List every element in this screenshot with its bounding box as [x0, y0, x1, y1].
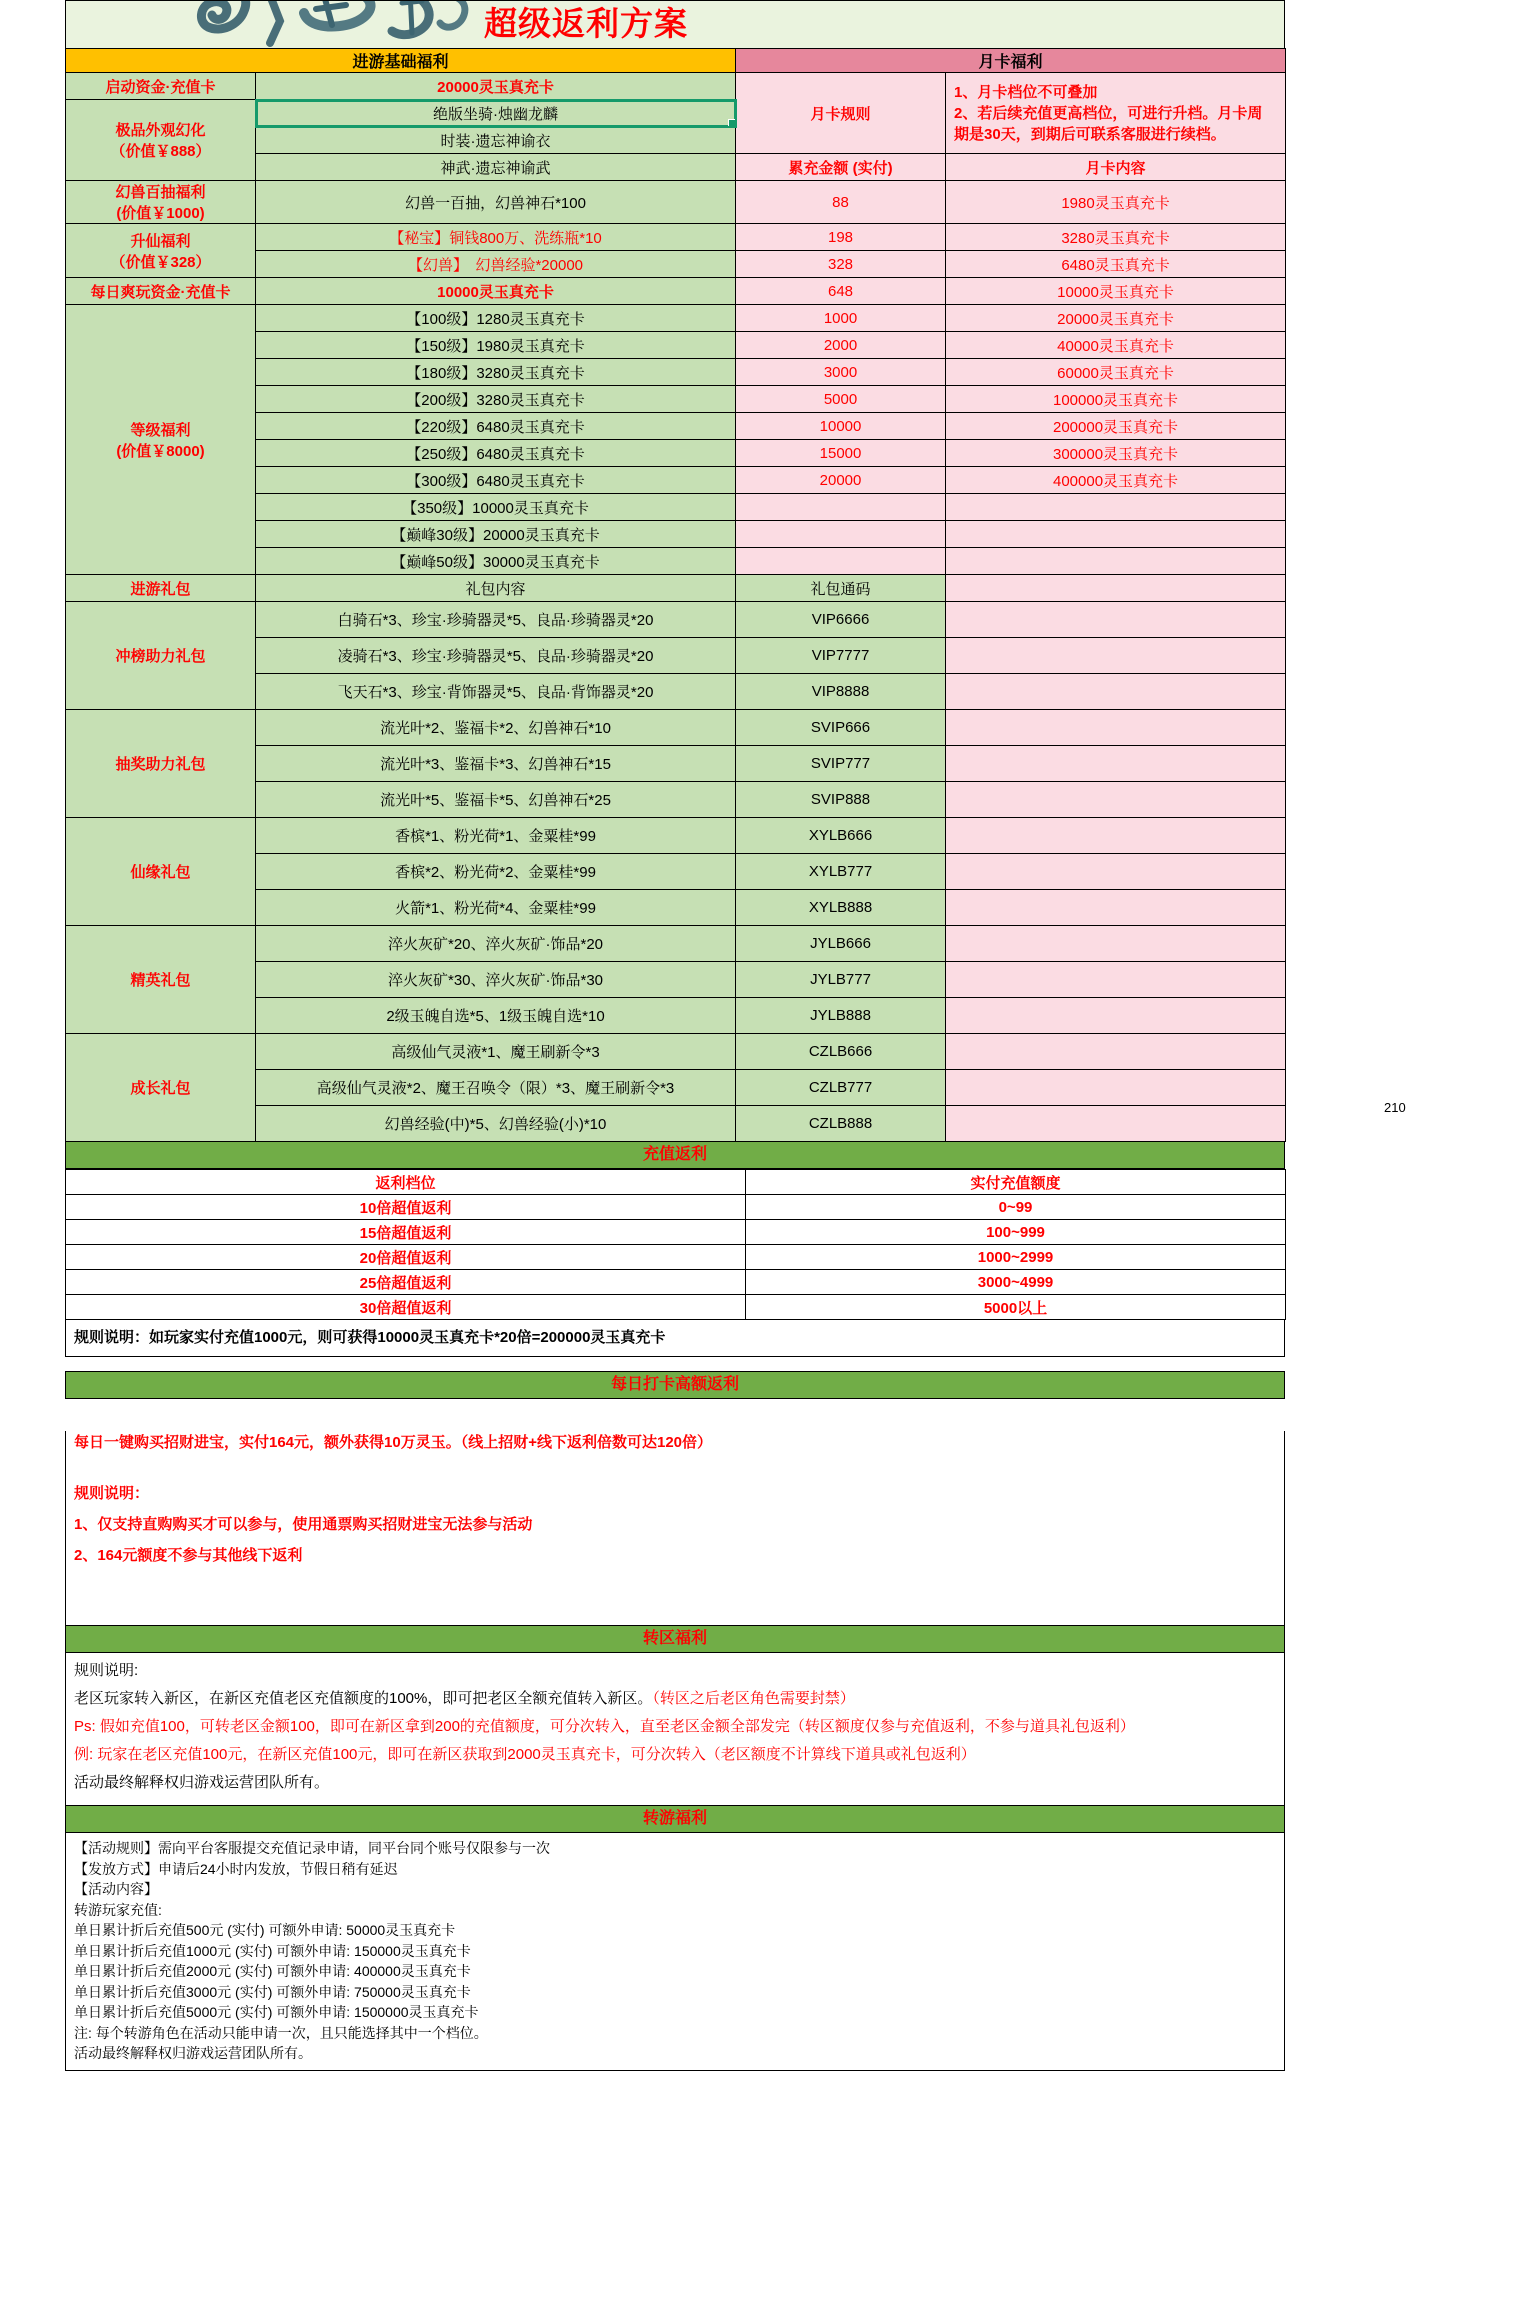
cell-rebate-tier-4[interactable]: 30倍超值返利 — [66, 1295, 746, 1320]
game-line-4: 单日累计折后充值500元 (实付) 可额外申请: 50000灵玉真充卡 — [74, 1922, 456, 1938]
cell-rebate-tier-1[interactable]: 15倍超值返利 — [66, 1220, 746, 1245]
cell-gift-code-header[interactable]: 礼包通码 — [736, 575, 946, 602]
pet-draw-label-line1: 幻兽百抽福利 — [115, 184, 206, 201]
cell-gift-3-1-content[interactable]: 淬火灰矿*30、淬火灰矿·饰品*30 — [256, 962, 736, 998]
zone-line-2 — [74, 1685, 1276, 1713]
cell-level-item-9[interactable]: 【巅峰50级】30000灵玉真充卡 — [256, 548, 736, 575]
cell-tier-amount-2[interactable]: 328 — [736, 251, 946, 278]
cell-tier-reward-6[interactable]: 60000灵玉真充卡 — [946, 359, 1286, 386]
cell-empty[interactable] — [946, 1106, 1286, 1142]
zone-line-1: 规则说明: — [74, 1662, 139, 1679]
cell-tier-amount-10[interactable]: 20000 — [736, 467, 946, 494]
zone-line-2-main: 老区玩家转入新区，在新区充值老区充值额度的100%，即可把老区全额充值转入新区。 — [74, 1690, 653, 1707]
cell-empty[interactable] — [946, 890, 1286, 926]
cell-tier-reward-1[interactable]: 3280灵玉真充卡 — [946, 224, 1286, 251]
cell-tier-reward-2[interactable]: 6480灵玉真充卡 — [946, 251, 1286, 278]
cell-tier-reward-0[interactable]: 1980灵玉真充卡 — [946, 181, 1286, 224]
cell-tier-amount-4[interactable]: 1000 — [736, 305, 946, 332]
cell-gift-3-0-content[interactable]: 淬火灰矿*20、淬火灰矿·饰品*20 — [256, 926, 736, 962]
cell-level-item-7[interactable]: 【350级】10000灵玉真充卡 — [256, 494, 736, 521]
cell-ascend-label[interactable] — [66, 224, 256, 278]
daily-line-1: 每日一键购买招财进宝，实付164元，额外获得10万灵玉。（线上招财+线下返利倍数可达120倍） — [74, 1434, 713, 1451]
cell-gift-2-1-code[interactable]: XYLB777 — [736, 854, 946, 890]
section-header-base-welfare[interactable]: 进游基础福利 — [66, 49, 736, 73]
cell-tier-reward-8[interactable]: 200000灵玉真充卡 — [946, 413, 1286, 440]
cell-gift-2-0-code[interactable]: XYLB666 — [736, 818, 946, 854]
cell-tier-amount-9[interactable]: 15000 — [736, 440, 946, 467]
cell-level-item-3[interactable]: 【200级】3280灵玉真充卡 — [256, 386, 736, 413]
cell-empty[interactable] — [946, 521, 1286, 548]
cell-gift-3-2-code[interactable]: JYLB888 — [736, 998, 946, 1034]
cell-empty[interactable] — [946, 575, 1286, 602]
page-title: 超级返利方案 — [484, 5, 688, 42]
cell-empty[interactable] — [946, 548, 1286, 575]
cell-gift-4-2-content[interactable]: 幻兽经验(中)*5、幻兽经验(小)*10 — [256, 1106, 736, 1142]
cell-empty[interactable] — [946, 746, 1286, 782]
cell-level-item-1[interactable]: 【150级】1980灵玉真充卡 — [256, 332, 736, 359]
cell-gift-0-1-content[interactable]: 凌骑石*3、珍宝·珍骑器灵*5、良品·珍骑器灵*20 — [256, 638, 736, 674]
cell-empty[interactable] — [946, 998, 1286, 1034]
cell-daily-fund-content[interactable]: 10000灵玉真充卡 — [256, 278, 736, 305]
cell-gift-2-2-code[interactable]: XYLB888 — [736, 890, 946, 926]
cell-empty[interactable] — [736, 548, 946, 575]
cell-gift-content-header[interactable]: 礼包内容 — [256, 575, 736, 602]
cell-tier-reward-4[interactable]: 20000灵玉真充卡 — [946, 305, 1286, 332]
cell-monthly-rule-label[interactable]: 月卡规则 — [736, 73, 946, 154]
cell-level-item-2[interactable]: 【180级】3280灵玉真充卡 — [256, 359, 736, 386]
welfare-table — [65, 48, 1286, 1142]
banner-game-transfer[interactable]: 转游福利 — [65, 1806, 1285, 1833]
cell-tier-reward-10[interactable]: 400000灵玉真充卡 — [946, 467, 1286, 494]
cell-empty[interactable] — [946, 1034, 1286, 1070]
cell-tier-reward-9[interactable]: 300000灵玉真充卡 — [946, 440, 1286, 467]
cell-rebate-range-0[interactable]: 0~99 — [746, 1195, 1286, 1220]
ascend-label-line1: 升仙福利 — [130, 232, 191, 250]
cell-gift-group-2-label[interactable]: 仙缘礼包 — [66, 818, 256, 926]
level-label-line1: 等级福利 — [130, 421, 191, 439]
cell-level-item-8[interactable]: 【巅峰30级】20000灵玉真充卡 — [256, 521, 736, 548]
banner-zone-transfer[interactable]: 转区福利 — [65, 1626, 1285, 1653]
cell-gift-group-4-label[interactable]: 成长礼包 — [66, 1034, 256, 1142]
cell-empty[interactable] — [946, 854, 1286, 890]
cell-monthly-content-header[interactable]: 月卡内容 — [946, 154, 1286, 181]
cell-empty[interactable] — [946, 494, 1286, 521]
cell-gift-1-2-content[interactable]: 流光叶*5、鉴福卡*5、幻兽神石*25 — [256, 782, 736, 818]
cell-empty[interactable] — [946, 782, 1286, 818]
cell-gift-1-2-code[interactable]: SVIP888 — [736, 782, 946, 818]
promo-document — [65, 0, 1285, 2071]
zone-line-5: 活动最终解释权归游戏运营团队所有。 — [74, 1774, 330, 1791]
cell-tier-reward-7[interactable]: 100000灵玉真充卡 — [946, 386, 1286, 413]
cell-empty[interactable] — [946, 926, 1286, 962]
title-band — [65, 0, 1285, 48]
cell-gift-0-1-code[interactable]: VIP7777 — [736, 638, 946, 674]
daily-line-3: 1、仅支持直购购买才可以参与，使用通票购买招财进宝无法参与活动 — [74, 1516, 533, 1533]
cell-gift-4-2-code[interactable]: CZLB888 — [736, 1106, 946, 1142]
cell-tier-amount-5[interactable]: 2000 — [736, 332, 946, 359]
zone-transfer-block[interactable] — [65, 1653, 1285, 1806]
cell-gift-group-0-label[interactable]: 冲榜助力礼包 — [66, 602, 256, 710]
section-header-month-card[interactable]: 月卡福利 — [736, 49, 1286, 73]
cell-empty[interactable] — [736, 494, 946, 521]
daily-line-2: 规则说明： — [74, 1485, 150, 1502]
game-line-6: 单日累计折后充值2000元 (实付) 可额外申请: 400000灵玉真充卡 — [74, 1963, 471, 1979]
cell-empty[interactable] — [946, 962, 1286, 998]
banner-daily-checkin[interactable]: 每日打卡高额返利 — [65, 1371, 1285, 1399]
cell-gift-2-1-content[interactable]: 香槟*2、粉光荷*2、金粟桂*99 — [256, 854, 736, 890]
cell-gift-2-2-content[interactable]: 火箭*1、粉光荷*4、金粟桂*99 — [256, 890, 736, 926]
cell-level-item-6[interactable]: 【300级】6480灵玉真充卡 — [256, 467, 736, 494]
cell-monthly-rules[interactable] — [946, 73, 1286, 154]
game-transfer-block[interactable] — [65, 1833, 1285, 2071]
monthly-rule-line: 1、月卡档位不可叠加 — [954, 83, 1098, 101]
cell-gift-4-1-code[interactable]: CZLB777 — [736, 1070, 946, 1106]
cell-gift-2-0-content[interactable]: 香槟*1、粉光荷*1、金粟桂*99 — [256, 818, 736, 854]
cell-gift-3-2-content[interactable]: 2级玉魄自选*5、1级玉魄自选*10 — [256, 998, 736, 1034]
cell-ascend-item-0[interactable]: 【秘宝】铜钱800万、洗练瓶*10 — [256, 224, 736, 251]
cell-empty[interactable] — [946, 674, 1286, 710]
game-line-1: 【发放方式】申请后24小时内发放，节假日稍有延迟 — [74, 1860, 398, 1877]
cell-gift-3-1-code[interactable]: JYLB777 — [736, 962, 946, 998]
game-logo-icon — [196, 0, 476, 47]
cell-tier-amount-0[interactable]: 88 — [736, 181, 946, 224]
cell-empty[interactable] — [946, 1070, 1286, 1106]
cell-pet-draw-label[interactable] — [66, 181, 256, 224]
game-line-9: 注: 每个转游角色在活动只能申请一次，且只能选择其中一个档位。 — [74, 2024, 488, 2041]
game-line-2: 【活动内容】 — [74, 1881, 158, 1897]
cell-tier-reward-5[interactable]: 40000灵玉真充卡 — [946, 332, 1286, 359]
game-line-10: 活动最终解释权归游戏运营团队所有。 — [74, 2045, 312, 2061]
cell-rebate-col1-header[interactable]: 返利档位 — [66, 1170, 746, 1195]
cell-appearance-item-1[interactable]: 时装·遗忘神谕衣 — [256, 127, 736, 154]
cell-gift-4-1-content[interactable]: 高级仙气灵液*2、魔王召唤令（限）*3、魔王刷新令*3 — [256, 1070, 736, 1106]
daily-checkin-block[interactable] — [65, 1431, 1285, 1626]
cell-gift-1-1-code[interactable]: SVIP777 — [736, 746, 946, 782]
cell-empty[interactable] — [946, 638, 1286, 674]
cell-rebate-tier-0[interactable]: 10倍超值返利 — [66, 1195, 746, 1220]
ascend-label-line2: （价值￥328） — [110, 253, 211, 271]
cell-gift-4-0-code[interactable]: CZLB666 — [736, 1034, 946, 1070]
cell-empty[interactable] — [946, 602, 1286, 638]
cell-ascend-item-1[interactable]: 【幻兽】 幻兽经验*20000 — [256, 251, 736, 278]
appearance-label-line2: （价值￥888） — [110, 143, 211, 160]
cell-gift-0-0-code[interactable]: VIP6666 — [736, 602, 946, 638]
cell-level-item-5[interactable]: 【250级】6480灵玉真充卡 — [256, 440, 736, 467]
game-line-7: 单日累计折后充值3000元 (实付) 可额外申请: 750000灵玉真充卡 — [74, 1983, 471, 2000]
cell-pet-draw-content[interactable]: 幻兽一百抽，幻兽神石*100 — [256, 181, 736, 224]
cell-rebate-tier-2[interactable]: 20倍超值返利 — [66, 1245, 746, 1270]
cell-gift-3-0-code[interactable]: JYLB666 — [736, 926, 946, 962]
cell-appearance-item-0-selected[interactable]: 绝版坐骑·烛幽龙麟 — [256, 100, 736, 127]
zone-line-2-note: （转区之后老区角色需要封禁） — [652, 1690, 855, 1707]
cell-gift-1-0-content[interactable]: 流光叶*2、鉴福卡*2、幻兽神石*10 — [256, 710, 736, 746]
cell-gift-1-0-code[interactable]: SVIP666 — [736, 710, 946, 746]
game-line-5: 单日累计折后充值1000元 (实付) 可额外申请: 150000灵玉真充卡 — [74, 1942, 471, 1959]
selection-handle[interactable] — [728, 119, 736, 127]
rebate-table — [65, 1169, 1286, 1320]
stray-cell-text[interactable]: 210 — [1384, 1100, 1406, 1115]
pet-draw-label-line2: (价值￥1000) — [116, 205, 205, 222]
cell-startup-label[interactable]: 启动资金·充值卡 — [66, 73, 256, 100]
cell-level-label[interactable] — [66, 305, 256, 575]
cell-tier-amount-3[interactable]: 648 — [736, 278, 946, 305]
cell-empty[interactable] — [946, 710, 1286, 746]
cell-daily-fund-label[interactable]: 每日爽玩资金·充值卡 — [66, 278, 256, 305]
cell-gift-4-0-content[interactable]: 高级仙气灵液*1、魔王刷新令*3 — [256, 1034, 736, 1070]
cell-monthly-amount-header[interactable]: 累充金额 (实付) — [736, 154, 946, 181]
cell-rebate-range-1[interactable]: 100~999 — [746, 1220, 1286, 1245]
cell-rebate-tier-3[interactable]: 25倍超值返利 — [66, 1270, 746, 1295]
cell-tier-amount-8[interactable]: 10000 — [736, 413, 946, 440]
cell-startup-content[interactable]: 20000灵玉真充卡 — [256, 73, 736, 100]
game-line-3: 转游玩家充值: — [74, 1901, 162, 1918]
cell-tier-amount-1[interactable]: 198 — [736, 224, 946, 251]
zone-line-4: 例: 玩家在老区充值100元，在新区充值100元，即可在新区获取到2000灵玉真充卡，可分次转入（老区额度不计算线下道具或礼包返利） — [74, 1746, 976, 1763]
cell-gift-0-0-content[interactable]: 白骑石*3、珍宝·珍骑器灵*5、良品·珍骑器灵*20 — [256, 602, 736, 638]
cell-rebate-range-2[interactable]: 1000~2999 — [746, 1245, 1286, 1270]
cell-level-item-0[interactable]: 【100级】1280灵玉真充卡 — [256, 305, 736, 332]
cell-gift-group-1-label[interactable]: 抽奖助力礼包 — [66, 710, 256, 818]
cell-gift-0-2-content[interactable]: 飞天石*3、珍宝·背饰器灵*5、良品·背饰器灵*20 — [256, 674, 736, 710]
banner-recharge-rebate[interactable]: 充值返利 — [65, 1142, 1285, 1169]
level-label-line2: (价值￥8000) — [116, 442, 205, 460]
zone-line-3: Ps: 假如充值100，可转老区金额100，即可在新区拿到200的充值额度，可分次转入，直至老区金额全部发完（转区额度仅参与充值返利，不参与道具礼包返利） — [74, 1718, 1135, 1735]
cell-appearance-item-2[interactable]: 神武·遗忘神谕武 — [256, 154, 736, 181]
cell-appearance-label[interactable] — [66, 100, 256, 181]
spacer — [65, 1357, 1285, 1371]
cell-empty[interactable] — [736, 521, 946, 548]
game-line-8: 单日累计折后充值5000元 (实付) 可额外申请: 1500000灵玉真充卡 — [74, 2004, 479, 2020]
monthly-rule-line: 2、若后续充值更高档位，可进行升档。月卡周期是30天，到期后可联系客服进行续档。 — [954, 104, 1263, 143]
cell-rebate-col2-header[interactable]: 实付充值额度 — [746, 1170, 1286, 1195]
cell-rebate-range-3[interactable]: 3000~4999 — [746, 1270, 1286, 1295]
cell-rebate-range-4[interactable]: 5000以上 — [746, 1295, 1286, 1320]
cell-tier-amount-6[interactable]: 3000 — [736, 359, 946, 386]
cell-empty[interactable] — [946, 818, 1286, 854]
daily-line-4: 2、164元额度不参与其他线下返利 — [74, 1547, 303, 1564]
cell-gift-group-3-label[interactable]: 精英礼包 — [66, 926, 256, 1034]
cell-gift-1-1-content[interactable]: 流光叶*3、鉴福卡*3、幻兽神石*15 — [256, 746, 736, 782]
cell-gift-0-2-code[interactable]: VIP8888 — [736, 674, 946, 710]
cell-gift-header-label[interactable]: 进游礼包 — [66, 575, 256, 602]
appearance-label-line1: 极品外观幻化 — [115, 122, 206, 139]
rebate-note[interactable]: 规则说明：如玩家实付充值1000元，则可获得10000灵玉真充卡*20倍=200000灵玉真充卡 — [65, 1320, 1285, 1357]
cell-tier-reward-3[interactable]: 10000灵玉真充卡 — [946, 278, 1286, 305]
cell-level-item-4[interactable]: 【220级】6480灵玉真充卡 — [256, 413, 736, 440]
cell-tier-amount-7[interactable]: 5000 — [736, 386, 946, 413]
game-line-0: 【活动规则】需向平台客服提交充值记录申请，同平台同个账号仅限参与一次 — [74, 1840, 550, 1856]
